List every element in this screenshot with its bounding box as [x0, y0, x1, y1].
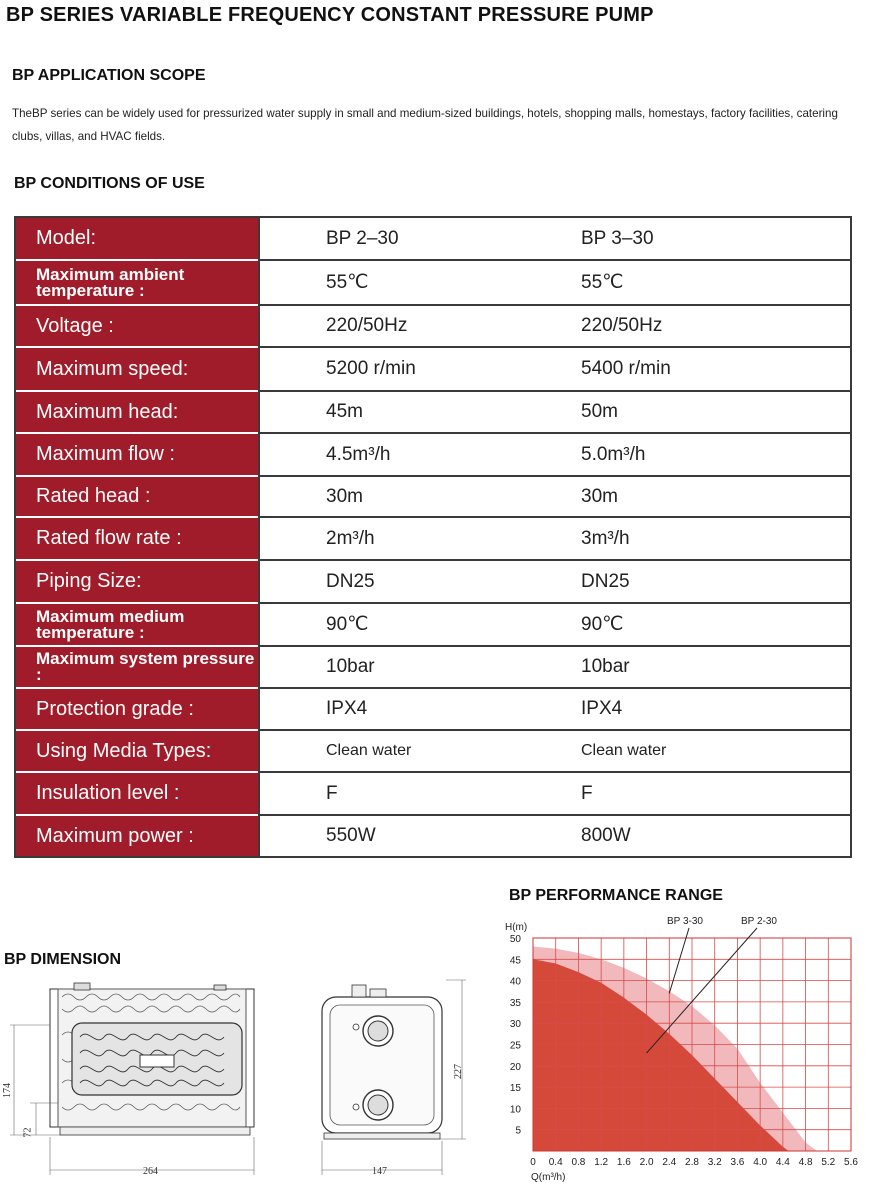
row-value-bp3-30: 30m	[511, 477, 850, 518]
x-tick-label: 2.8	[685, 1157, 699, 1168]
row-value-bp3-30: BP 3–30	[511, 218, 850, 261]
row-value-bp2-30: BP 2–30	[258, 218, 511, 261]
row-value-bp2-30: Clean water	[258, 731, 511, 773]
row-value-bp2-30: 90℃	[258, 604, 511, 647]
row-label: Maximum speed:	[16, 348, 258, 392]
page-title: BP SERIES VARIABLE FREQUENCY CONSTANT PRESSURE PUMP	[6, 4, 654, 26]
dim-front-width: 264	[143, 1166, 158, 1177]
row-label: Rated head :	[16, 477, 258, 518]
x-tick-label: 0.4	[548, 1157, 563, 1168]
row-value-bp3-30: IPX4	[511, 689, 850, 731]
annotation-bp-3-30: BP 3-30	[667, 916, 703, 927]
row-value-bp3-30: F	[511, 773, 850, 816]
side-view	[322, 980, 466, 1175]
row-value-bp2-30: 30m	[258, 477, 511, 518]
x-tick-label: 1.6	[616, 1157, 631, 1168]
row-value-bp2-30: IPX4	[258, 689, 511, 731]
row-label: Maximum medium temperature :	[16, 604, 258, 647]
y-tick-label: 5	[515, 1125, 521, 1137]
dimension-heading: BP DIMENSION	[4, 951, 122, 968]
annotation-bp-2-30: BP 2-30	[741, 916, 777, 927]
dim-front-height-lower: 72	[22, 1127, 34, 1138]
y-tick-label: 30	[509, 1019, 521, 1031]
table-row	[16, 348, 850, 392]
row-label: Maximum system pressure :	[16, 647, 258, 689]
conditions-heading: BP CONDITIONS OF USE	[14, 175, 205, 192]
x-axis-label: Q(m³/h)	[531, 1172, 566, 1183]
row-value-bp2-30: DN25	[258, 561, 511, 604]
x-tick-label: 0	[530, 1157, 536, 1168]
y-tick-label: 25	[509, 1040, 521, 1052]
row-value-bp2-30: 2m³/h	[258, 518, 511, 561]
x-tick-label: 4.8	[798, 1157, 813, 1168]
row-label: Maximum flow :	[16, 434, 258, 477]
dim-side-width: 147	[372, 1166, 387, 1177]
y-tick-label: 20	[509, 1061, 521, 1073]
row-label: Rated flow rate :	[16, 518, 258, 561]
row-value-bp3-30: 220/50Hz	[511, 306, 850, 348]
row-value-bp2-30: 5200 r/min	[258, 348, 511, 392]
dim-front-height-upper: 174	[2, 1083, 13, 1098]
row-value-bp2-30: 550W	[326, 825, 376, 846]
x-tick-label: 3.6	[730, 1157, 745, 1168]
table-row	[16, 731, 850, 773]
performance-heading: BP PERFORMANCE RANGE	[509, 887, 723, 904]
row-value-bp3-30: 3m³/h	[511, 518, 850, 561]
row-value-bp3-30: DN25	[511, 561, 850, 604]
row-value-bp2-30: 10bar	[258, 647, 511, 689]
y-axis-label: H(m)	[505, 922, 528, 933]
table-row	[16, 604, 850, 647]
table-row	[16, 689, 850, 731]
row-value-bp3-30: 5400 r/min	[511, 348, 850, 392]
table-row	[16, 477, 850, 518]
conditions-table	[14, 216, 852, 858]
x-tick-label: 1.2	[594, 1157, 609, 1168]
y-tick-label: 40	[509, 976, 521, 988]
row-value-bp2-30: 4.5m³/h	[258, 434, 511, 477]
row-value-bp3-30: 800W	[581, 825, 631, 846]
y-tick-label: 45	[509, 955, 521, 967]
x-tick-label: 5.6	[844, 1157, 858, 1168]
row-value-bp3-30: 90℃	[511, 604, 850, 647]
x-tick-label: 2.4	[662, 1157, 677, 1168]
y-tick-label: 10	[509, 1104, 521, 1116]
table-row	[16, 816, 850, 856]
row-value-bp3-30: 55℃	[511, 261, 850, 306]
x-tick-label: 4.0	[753, 1157, 768, 1168]
dimension-drawing	[0, 975, 480, 1190]
y-tick-label: 35	[509, 997, 521, 1009]
y-tick-label: 50	[509, 934, 521, 945]
row-label: Maximum head:	[16, 392, 258, 434]
row-label: Insulation level :	[16, 773, 258, 816]
front-view	[10, 983, 254, 1175]
table-row	[16, 518, 850, 561]
performance-chart	[495, 910, 865, 1190]
row-label: Model:	[16, 218, 258, 261]
row-value-bp3-30: 10bar	[511, 647, 850, 689]
x-tick-label: 3.2	[707, 1157, 722, 1168]
table-row	[16, 218, 850, 261]
row-value-bp2-30: 45m	[258, 392, 511, 434]
row-label: Piping Size:	[16, 561, 258, 604]
column-divider	[258, 218, 260, 856]
dim-side-height: 227	[453, 1064, 464, 1079]
table-row	[16, 773, 850, 816]
row-value-bp2-30: 55℃	[258, 261, 511, 306]
x-tick-label: 4.4	[775, 1157, 790, 1168]
table-row	[16, 647, 850, 689]
x-tick-label: 0.8	[571, 1157, 586, 1168]
table-row	[16, 434, 850, 477]
table-row	[16, 561, 850, 604]
row-value-bp3-30: 50m	[511, 392, 850, 434]
row-value-bp3-30: 5.0m³/h	[511, 434, 850, 477]
row-value-bp2-30: F	[258, 773, 511, 816]
x-tick-label: 2.0	[639, 1157, 654, 1168]
row-label: Voltage :	[16, 306, 258, 348]
table-row	[16, 306, 850, 348]
row-label: Protection grade :	[16, 689, 258, 731]
y-tick-label: 15	[509, 1083, 521, 1095]
application-heading: BP APPLICATION SCOPE	[12, 67, 206, 84]
row-value-bp2-30: 220/50Hz	[258, 306, 511, 348]
row-label: Maximum ambient temperature :	[16, 261, 258, 306]
table-row	[16, 392, 850, 434]
table-row	[16, 261, 850, 306]
row-value-bp3-30: Clean water	[511, 731, 850, 773]
row-label: Maximum power :	[16, 816, 258, 856]
x-tick-label: 5.2	[821, 1157, 836, 1168]
row-label: Using Media Types:	[16, 731, 258, 773]
application-text: TheBP series can be widely used for pressurized water supply in small and medium-sized buildings, hotels, shopping malls, homestays, factory facilities, catering clubs, villas, and HVAC fields.	[12, 107, 838, 143]
